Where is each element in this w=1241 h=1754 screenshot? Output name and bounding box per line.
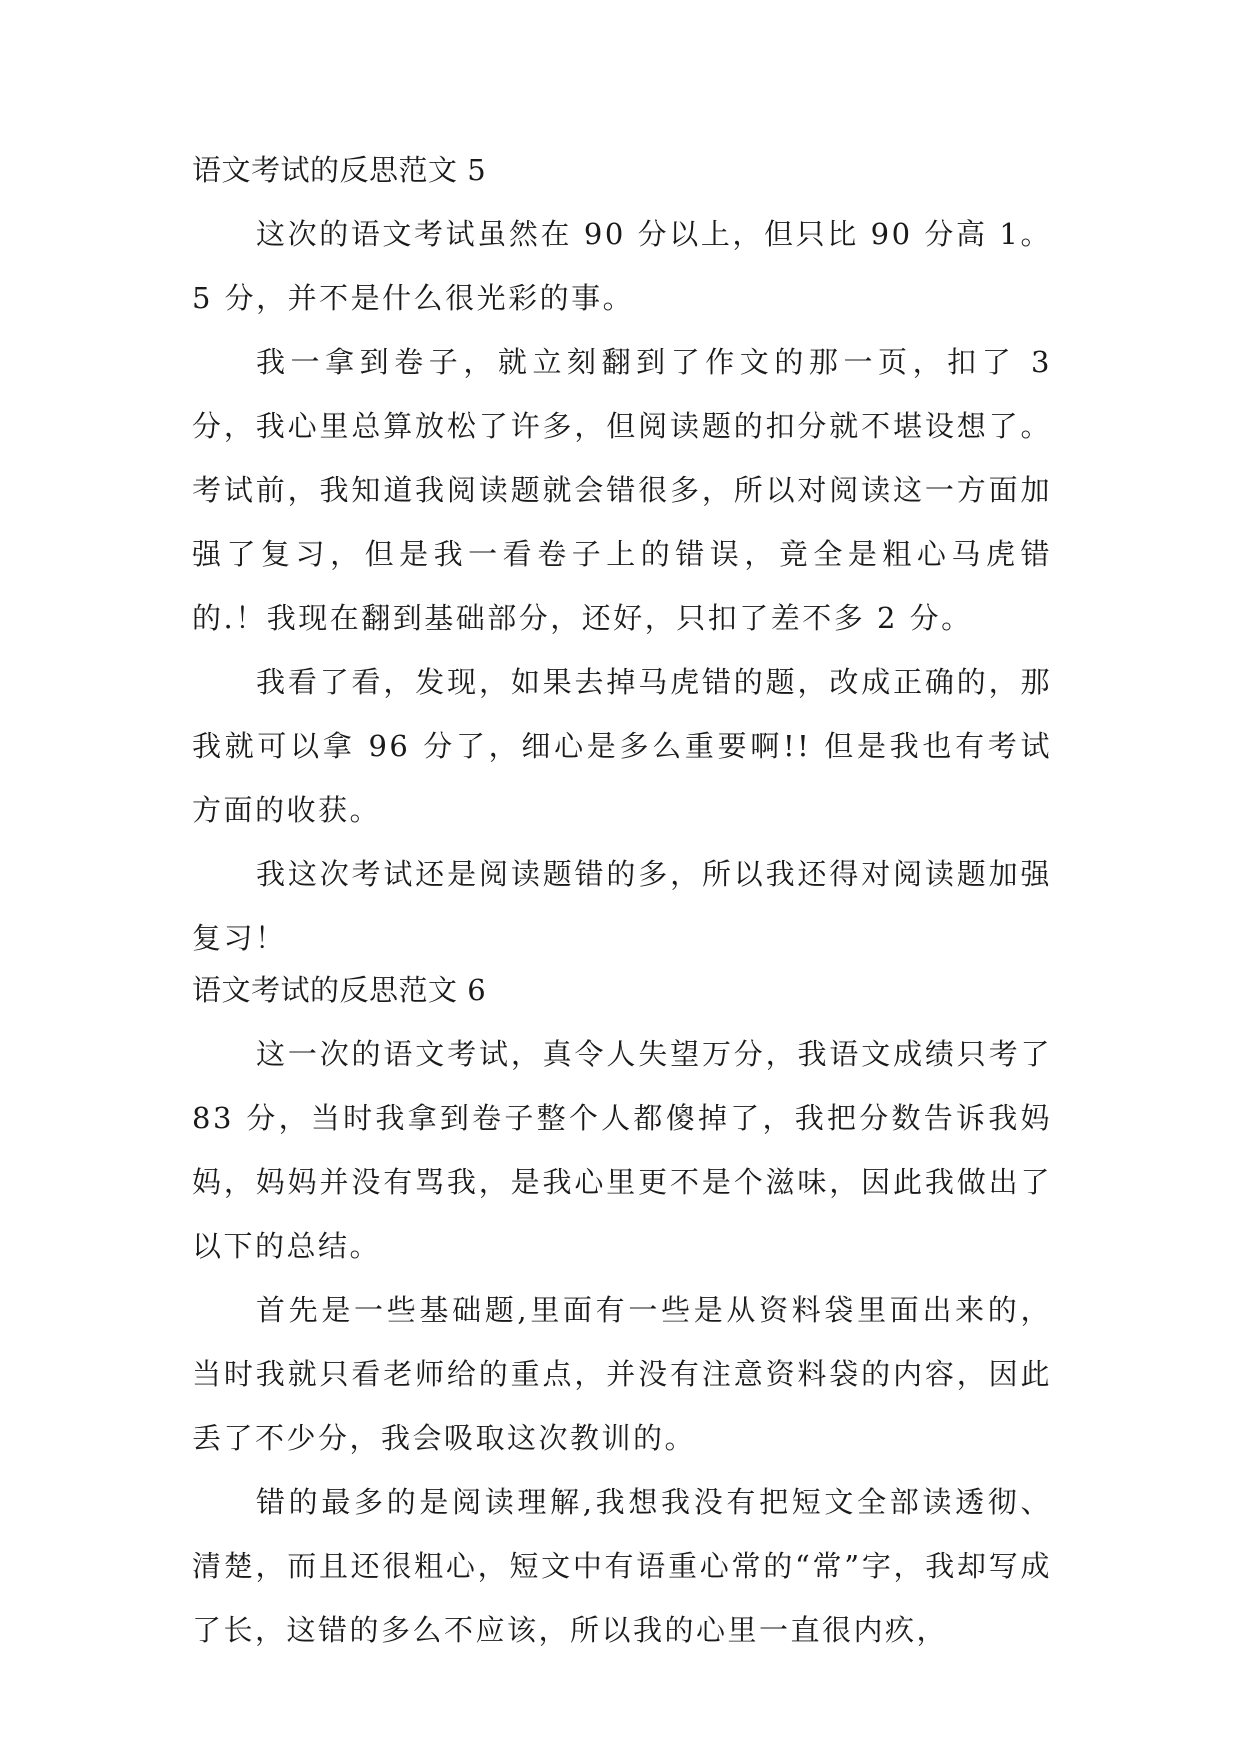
paragraph: 我看了看，发现，如果去掉马虎错的题，改成正确的，那我就可以拿 96 分了，细心是多么重要啊!! 但是我也有考试方面的收获。 bbox=[192, 665, 1052, 827]
paragraph: 错的最多的是阅读理解,我想我没有把短文全部读透彻、清楚，而且还很粗心，短文中有语重心常的“常”字，我却写成了长，这错的多么不应该，所以我的心里一直很内疚， bbox=[192, 1485, 1052, 1647]
paragraph: 我这次考试还是阅读题错的多，所以我还得对阅读题加强复习！ bbox=[192, 857, 1052, 955]
section-5 bbox=[192, 150, 1052, 970]
paragraph: 我一拿到卷子，就立刻翻到了作文的那一页，扣了 3 分，我心里总算放松了许多，但阅读题的扣分就不堪设想了。考试前，我知道我阅读题就会错很多，所以对阅读这一方面加强了复习，但是我一看卷子上的错误，竟全是粗心马虎错的.！我现在翻到基础部分，还好，只扣了差不多 2 分。 bbox=[192, 345, 1052, 635]
paragraph: 这次的语文考试虽然在 90 分以上，但只比 90 分高 1。5 分，并不是什么很光彩的事。 bbox=[192, 217, 1052, 315]
section-heading: 语文考试的反思范文 5 bbox=[192, 153, 487, 187]
paragraph: 这一次的语文考试，真令人失望万分，我语文成绩只考了 83 分，当时我拿到卷子整个人都傻掉了，我把分数告诉我妈妈，妈妈并没有骂我，是我心里更不是个滋味，因此我做出了以下的总结。 bbox=[192, 1037, 1052, 1263]
document-body bbox=[192, 150, 1052, 1662]
paragraph: 首先是一些基础题,里面有一些是从资料袋里面出来的，当时我就只看老师给的重点，并没有注意资料袋的内容，因此丢了不少分，我会吸取这次教训的。 bbox=[192, 1293, 1052, 1455]
section-heading: 语文考试的反思范文 6 bbox=[192, 973, 487, 1007]
section-6 bbox=[192, 970, 1052, 1662]
